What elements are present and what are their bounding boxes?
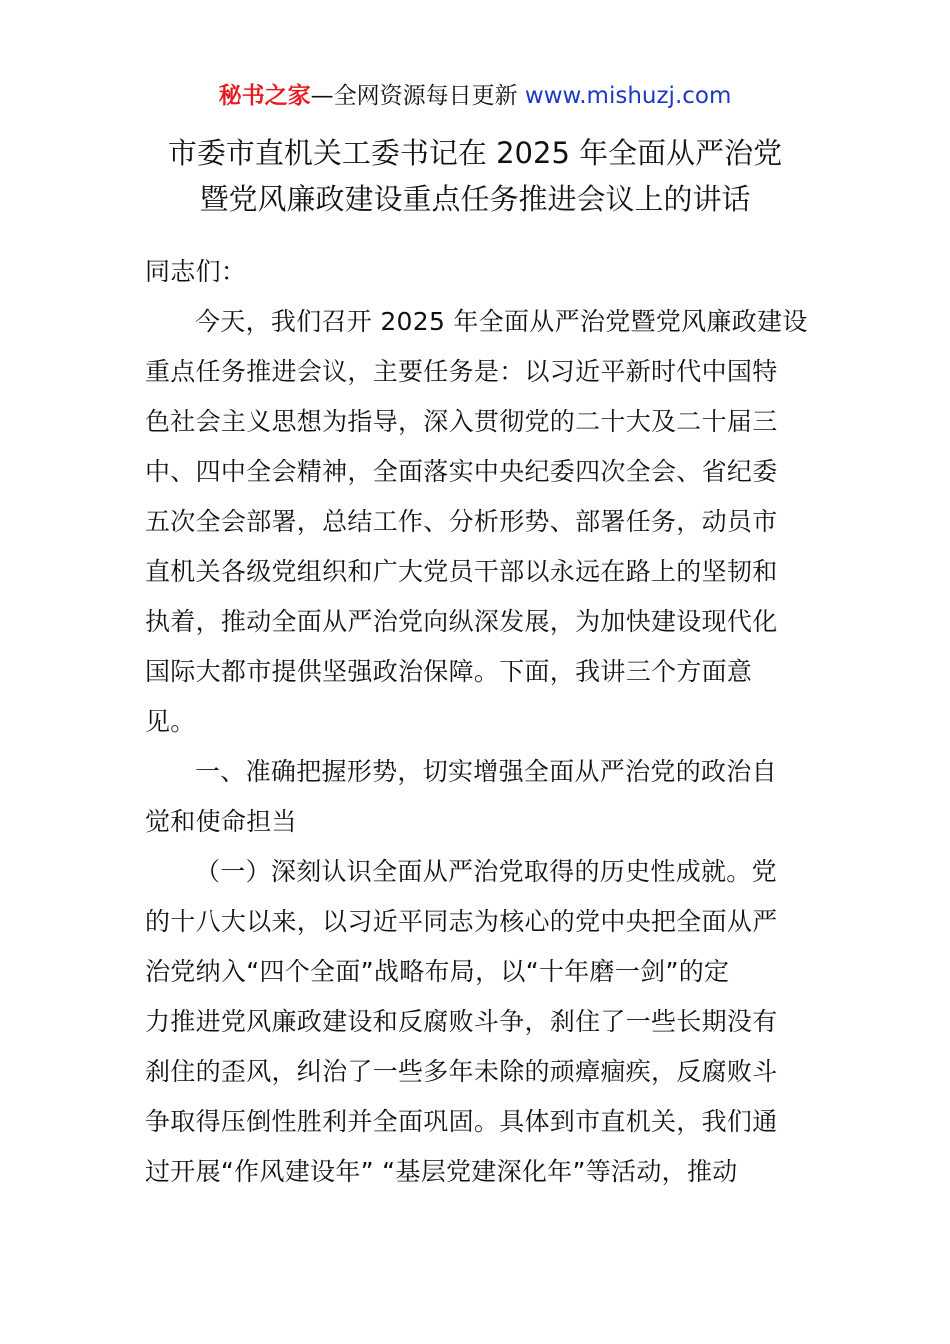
site-header <box>0 80 950 112</box>
brand-name: 秘书之家 <box>218 83 311 109</box>
document-title <box>120 130 830 222</box>
paragraph-line: 的十八大以来，以习近平同志为核心的党中央把全面从严 <box>145 907 778 936</box>
document-body <box>145 247 807 1197</box>
section-heading-line: 一、准确把握形势，切实增强全面从严治党的政治自 <box>195 757 777 786</box>
paragraph-line: 国际大都市提供坚强政治保障。下面，我讲三个方面意 <box>145 657 753 686</box>
header-tagline: —全网资源每日更新 <box>310 83 525 109</box>
title-line-2: 暨党风廉政建设重点任务推进会议上的讲话 <box>199 182 751 216</box>
paragraph-line: 中、四中全会精神，全面落实中央纪委四次全会、省纪委 <box>145 457 778 486</box>
paragraph-line: 今天，我们召开 2025 年全面从严治党暨党风廉政建设 <box>195 307 808 336</box>
paragraph-line: 五次全会部署，总结工作、分析形势、部署任务，动员市 <box>145 507 778 536</box>
paragraph-line: 刹住的歪风，纠治了一些多年未除的顽瘴痼疾，反腐败斗 <box>145 1057 778 1086</box>
paragraph-line: 重点任务推进会议，主要任务是：以习近平新时代中国特 <box>145 357 778 386</box>
salutation: 同志们： <box>145 257 247 286</box>
site-url-link[interactable]: www.mishuzj.com <box>524 83 732 109</box>
paragraph-line: 治党纳入“四个全面”战略布局，以“十年磨一剑”的定 <box>145 957 730 986</box>
title-line-1: 市委市直机关工委书记在 2025 年全面从严治党 <box>167 136 783 170</box>
paragraph-line: 直机关各级党组织和广大党员干部以永远在路上的坚韧和 <box>145 557 778 586</box>
paragraph-line: 力推进党风廉政建设和反腐败斗争，刹住了一些长期没有 <box>145 1007 778 1036</box>
paragraph-line: 见。 <box>145 707 196 736</box>
paragraph-line: 过开展“作风建设年” “基层党建深化年”等活动，推动 <box>145 1157 738 1186</box>
paragraph-line: 争取得压倒性胜利并全面巩固。具体到市直机关，我们通 <box>145 1107 778 1136</box>
paragraph-line: 执着，推动全面从严治党向纵深发展，为加快建设现代化 <box>145 607 778 636</box>
section-heading-line: 觉和使命担当 <box>145 807 297 836</box>
paragraph-line: （一）深刻认识全面从严治党取得的历史性成就。党 <box>195 857 777 886</box>
paragraph-line: 色社会主义思想为指导，深入贯彻党的二十大及二十届三 <box>145 407 778 436</box>
